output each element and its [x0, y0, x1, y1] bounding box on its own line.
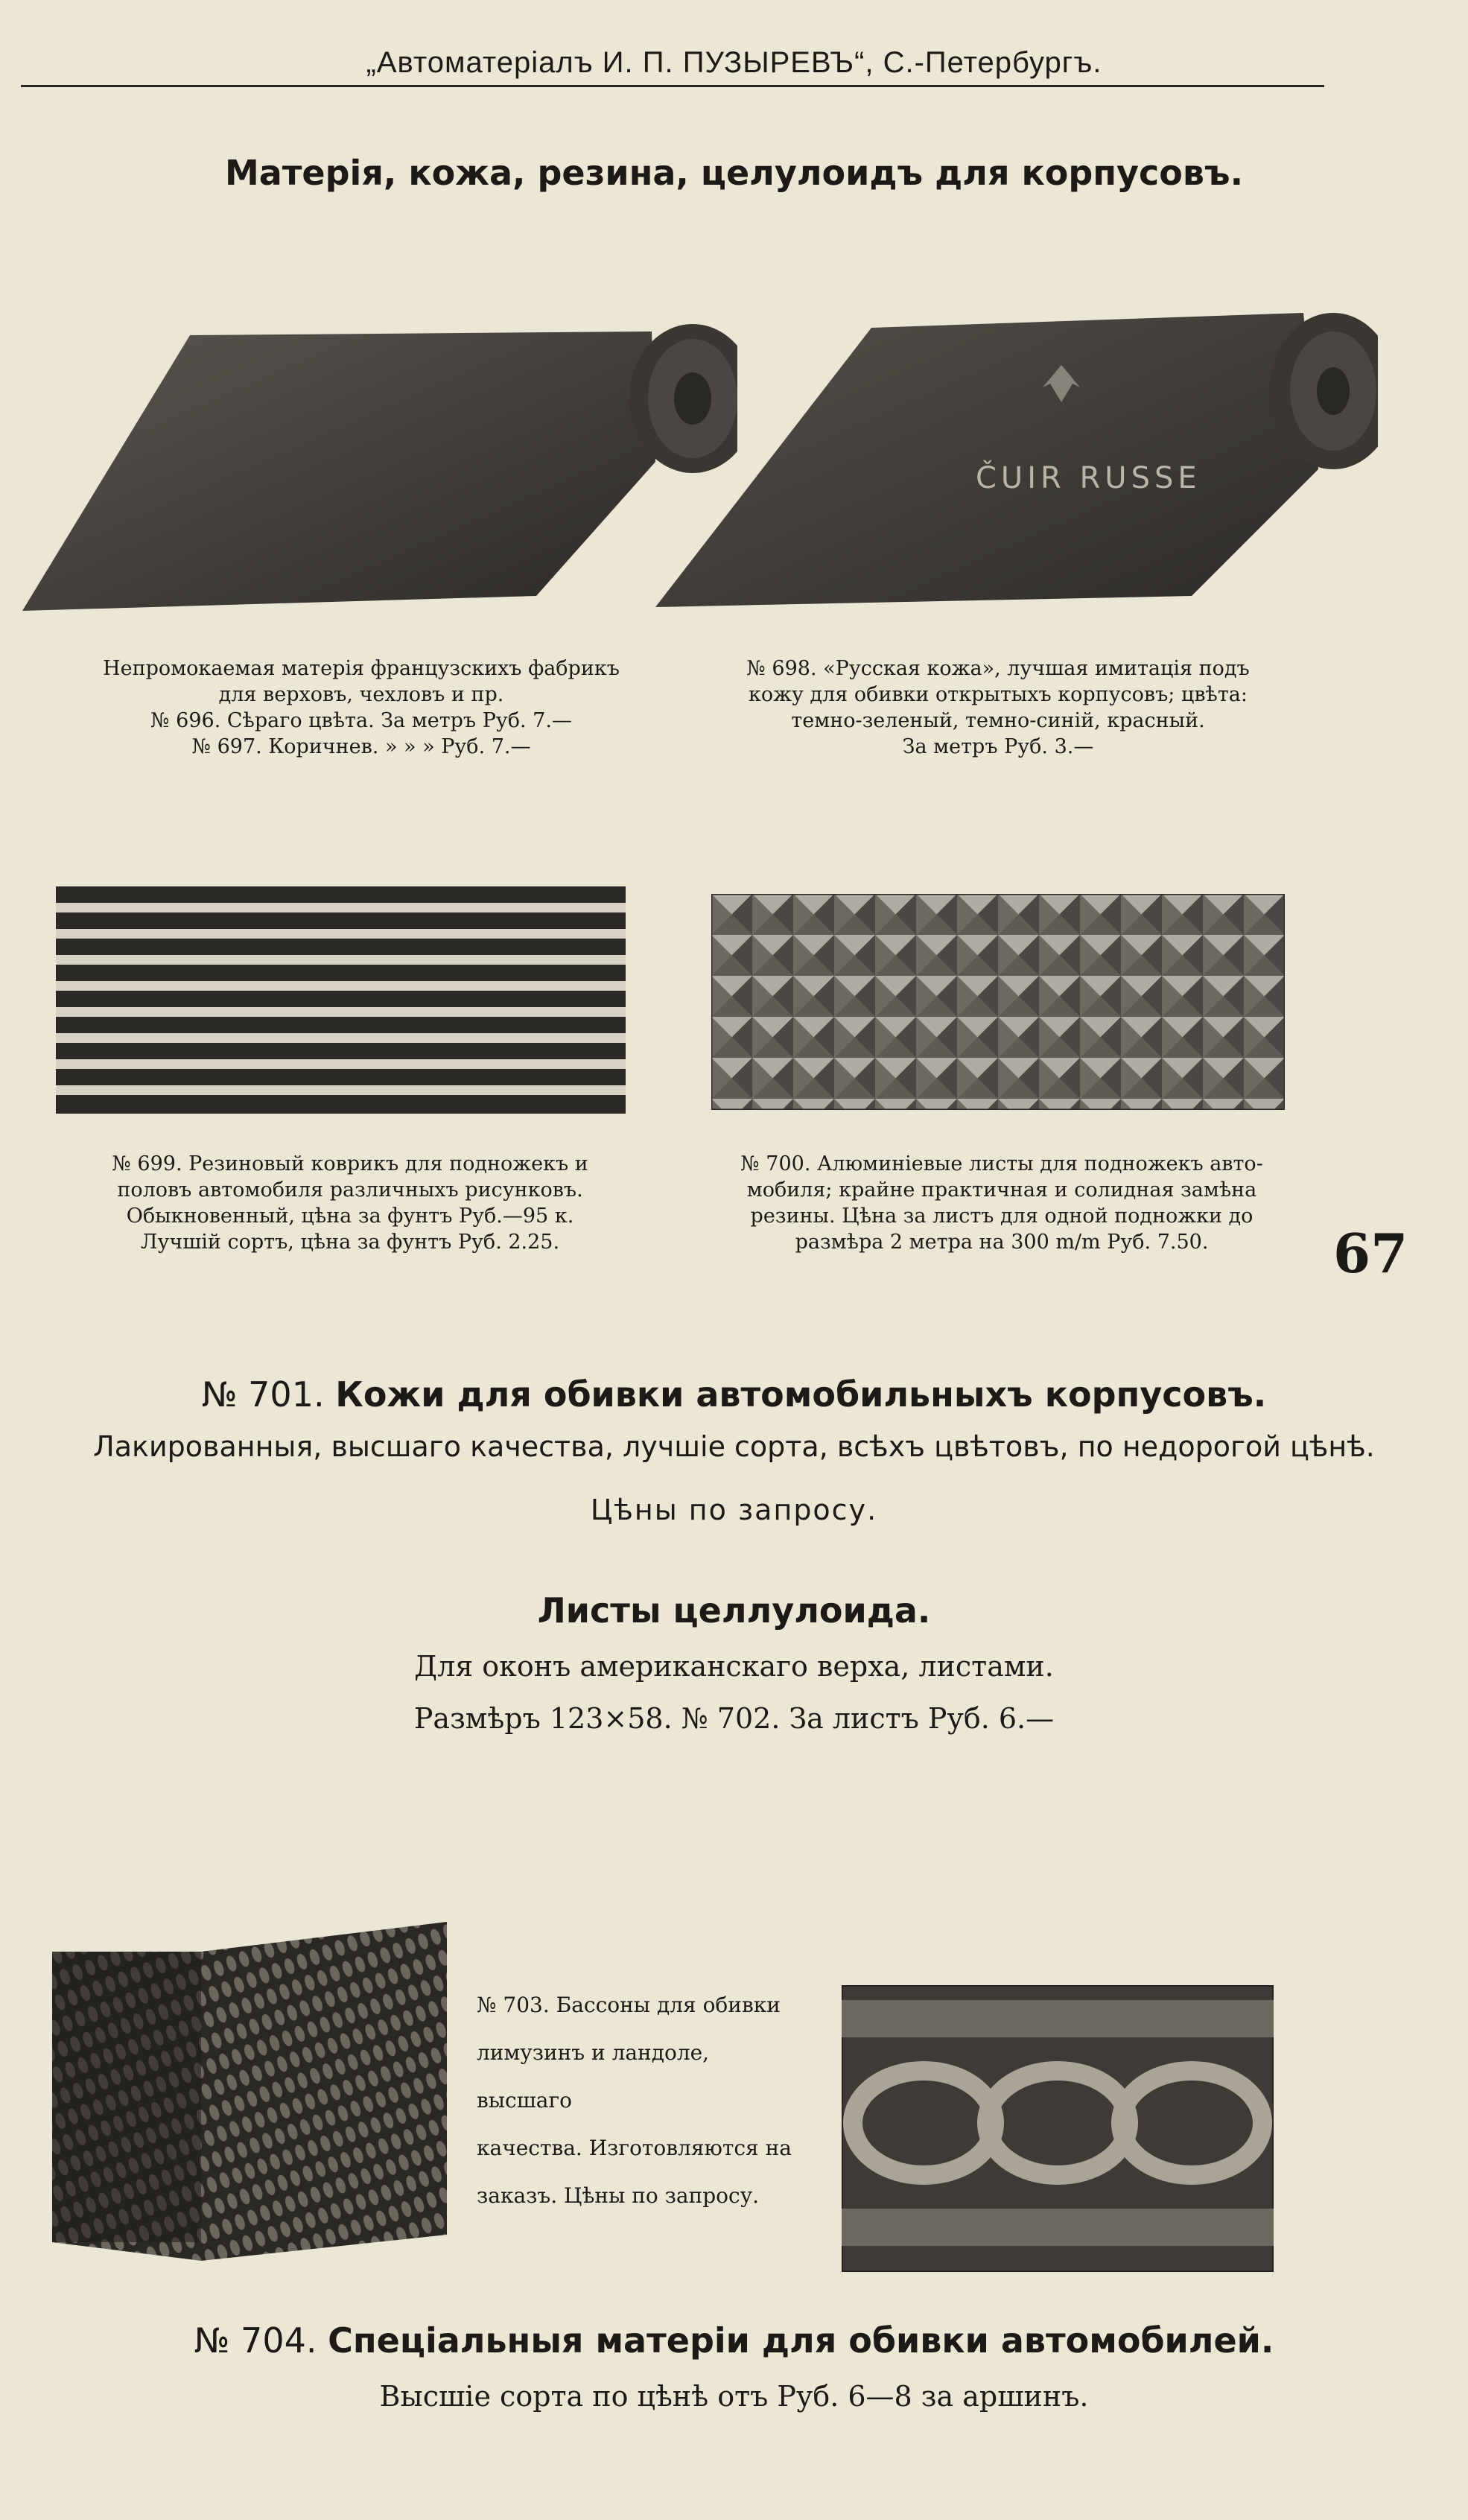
- aluminium-sheet-illustration: [711, 894, 1285, 1110]
- braid-trim-illustration: [52, 1922, 447, 2261]
- celluloid-heading: Листы целлулоида.: [537, 1590, 931, 1631]
- caption-700: [708, 1151, 1296, 1255]
- item-number: № 704.: [194, 2320, 317, 2361]
- item-701-price: Цѣны по запросу.: [590, 1494, 878, 1526]
- item-number: № 701.: [201, 1374, 325, 1415]
- page-number: 67: [1333, 1222, 1408, 1285]
- caption-line: лимузинъ и ландоле, высшаго: [477, 2040, 710, 2113]
- upholstery-fabric-illustration: [842, 1985, 1274, 2272]
- russian-leather-roll-illustration: [648, 305, 1378, 611]
- caption-line: для верховъ, чехловъ и пр.: [218, 683, 504, 706]
- catalog-header: „Автоматеріалъ И. П. ПУЗЫРЕВЪ“, С.-Петербургъ.: [366, 46, 1102, 79]
- caption-line: размѣра 2 метра на 300 m/m Руб. 7.50.: [795, 1231, 1209, 1254]
- caption-line: половъ автомобиля различныхъ рисунковъ.: [117, 1178, 583, 1202]
- caption-line: № 697. Коричнев. » » » Руб. 7.—: [191, 735, 531, 758]
- caption-703: [477, 1981, 804, 2220]
- caption-line: № 703. Бассоны для обивки: [477, 1993, 781, 2017]
- item-704-heading: [0, 2320, 1468, 2361]
- caption-line: Обыкновенный, цѣна за фунтъ Руб.—95 к.: [126, 1205, 574, 1228]
- caption-line: Непромокаемая матерія французскихъ фабрикъ: [103, 657, 620, 680]
- item-704-price: Высшіе сорта по цѣнѣ отъ Руб. 6—8 за аршинъ.: [379, 2380, 1089, 2413]
- item-title: Спеціальныя матеріи для обивки автомобилей.: [328, 2320, 1274, 2361]
- caption-line: мобиля; крайне практичная и солидная замѣна: [746, 1178, 1257, 1202]
- caption-line: За метръ Руб. 3.—: [902, 735, 1094, 758]
- celluloid-description: Для оконъ американскаго верха, листами.: [414, 1650, 1054, 1683]
- roll-brand-text: ČUIR RUSSE: [976, 461, 1201, 495]
- caption-line: кожу для обивки открытыхъ корпусовъ; цвѣта:: [749, 683, 1248, 706]
- caption-line: Лучшій сортъ, цѣна за фунтъ Руб. 2.25.: [140, 1231, 560, 1254]
- caption-line: № 696. Сѣраго цвѣта. За метръ Руб. 7.—: [150, 709, 572, 732]
- caption-699: [63, 1151, 637, 1255]
- caption-line: резины. Цѣна за листъ для одной подножки до: [750, 1205, 1253, 1228]
- caption-line: темно-зеленый, темно-синій, красный.: [791, 709, 1205, 732]
- caption-line: № 700. Алюминіевые листы для подножекъ авто-: [740, 1152, 1263, 1175]
- caption-line: качества. Изготовляются на: [477, 2136, 792, 2160]
- caption-696-697: [45, 656, 678, 760]
- item-701-heading: [0, 1374, 1468, 1415]
- rubber-mat-illustration: [56, 886, 626, 1114]
- fabric-roll-illustration: [22, 313, 737, 618]
- section-title: Матерія, кожа, резина, целулоидъ для корпусовъ.: [224, 153, 1244, 193]
- item-title: Кожи для обивки автомобильныхъ корпусовъ.: [335, 1374, 1267, 1415]
- caption-line: № 699. Резиновый коврикъ для подножекъ и: [112, 1152, 588, 1175]
- caption-698: [696, 656, 1300, 760]
- header-rule: [21, 85, 1324, 87]
- item-701-description: Лакированныя, высшаго качества, лучшіе сорта, всѣхъ цвѣтовъ, по недорогой цѣнѣ.: [93, 1430, 1375, 1463]
- caption-line: заказъ. Цѣны по запросу.: [477, 2183, 760, 2208]
- caption-line: № 698. «Русская кожа», лучшая имитація подъ: [746, 657, 1250, 680]
- celluloid-price: Размѣръ 123×58. № 702. За листъ Руб. 6.—: [413, 1702, 1055, 1735]
